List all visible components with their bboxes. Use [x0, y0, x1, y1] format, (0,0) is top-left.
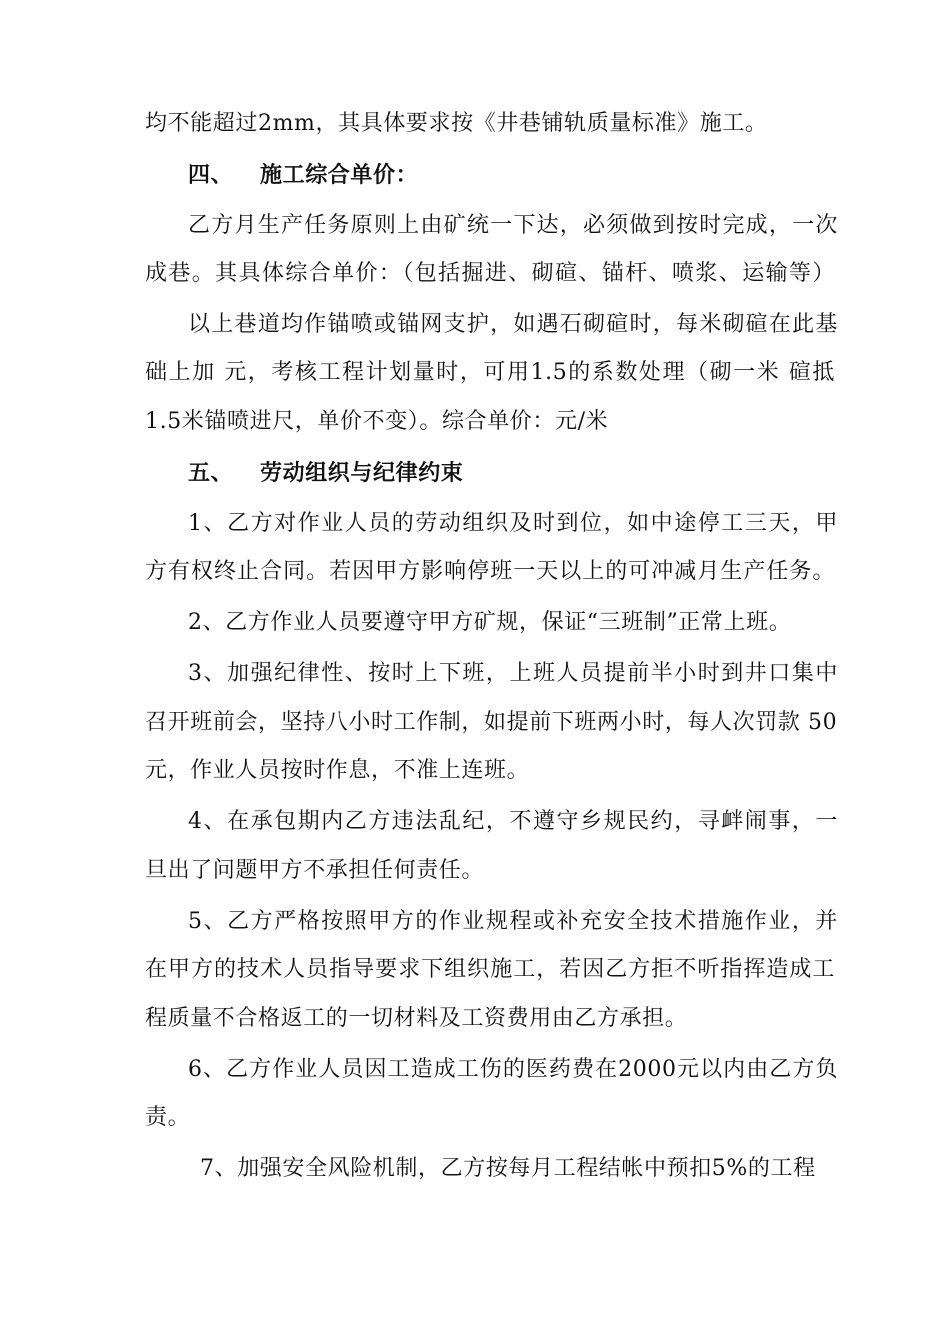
- list-item-line: 召开班前会，坚持八小时工作制，如提前下班两小时，每人次罚款 50: [145, 710, 838, 735]
- list-item-line: 6、乙方作业人员因工造成工伤的医药费在2000元以内由乙方负: [188, 1057, 838, 1082]
- list-item-line: 程质量不合格返工的一切材料及工资费用由乙方承担。: [145, 1006, 688, 1031]
- section-heading-5: [188, 458, 878, 488]
- paragraph-line: 础上加 元，考核工程计划量时，可用1.5的系数处理（砌一米 碹抵: [145, 360, 835, 385]
- list-item-line: 在甲方的技术人员指导要求下组织施工，若因乙方拒不听指挥造成工: [145, 957, 835, 982]
- list-item-line: 元，作业人员按时作息，不准上连班。: [145, 758, 530, 783]
- list-item-line: 2、乙方作业人员要遵守甲方矿规，保证“三班制”正常上班。: [188, 610, 792, 635]
- list-item-line: 7、加强安全风险机制，乙方按每月工程结帐中预扣5%的工程: [200, 1156, 816, 1181]
- section-number: 五、: [188, 460, 234, 486]
- section-title: 施工综合单价：: [260, 162, 419, 188]
- section-heading-4: [188, 160, 878, 190]
- paragraph-line: 1.5米锚喷进尺，单价不变）。综合单价：元/米: [145, 409, 609, 434]
- paragraph-line: 以上巷道均作锚喷或锚网支护，如遇石砌碹时，每米砌碹在此基: [188, 312, 838, 337]
- list-item-line: 责。: [145, 1105, 191, 1130]
- list-item-line: 5、乙方严格按照甲方的作业规程或补充安全技术措施作业，并: [188, 909, 838, 934]
- list-item-line: 1、乙方对作业人员的劳动组织及时到位，如中途停工三天，甲: [188, 511, 838, 536]
- paragraph-line: 乙方月生产任务原则上由矿统一下达，必须做到按时完成，一次: [188, 213, 838, 238]
- list-item-line: 4、在承包期内乙方违法乱纪，不遵守乡规民约，寻衅闹事，一: [188, 809, 838, 834]
- paragraph-line: 均不能超过2mm，其具体要求按《井巷铺轨质量标准》施工。: [145, 111, 768, 136]
- list-item-line: 旦出了问题甲方不承担任何责任。: [145, 858, 485, 883]
- list-item-line: 3、加强纪律性、按时上下班，上班人员提前半小时到井口集中: [188, 661, 838, 686]
- section-title: 劳动组织与纪律约束: [260, 460, 464, 486]
- paragraph-line: 成巷。其具体综合单价：（包括掘进、砌碹、锚杆、喷浆、运输等）: [145, 261, 835, 286]
- section-number: 四、: [188, 162, 234, 188]
- list-item-line: 方有权终止合同。若因甲方影响停班一天以上的可冲减月生产任务。: [145, 559, 835, 584]
